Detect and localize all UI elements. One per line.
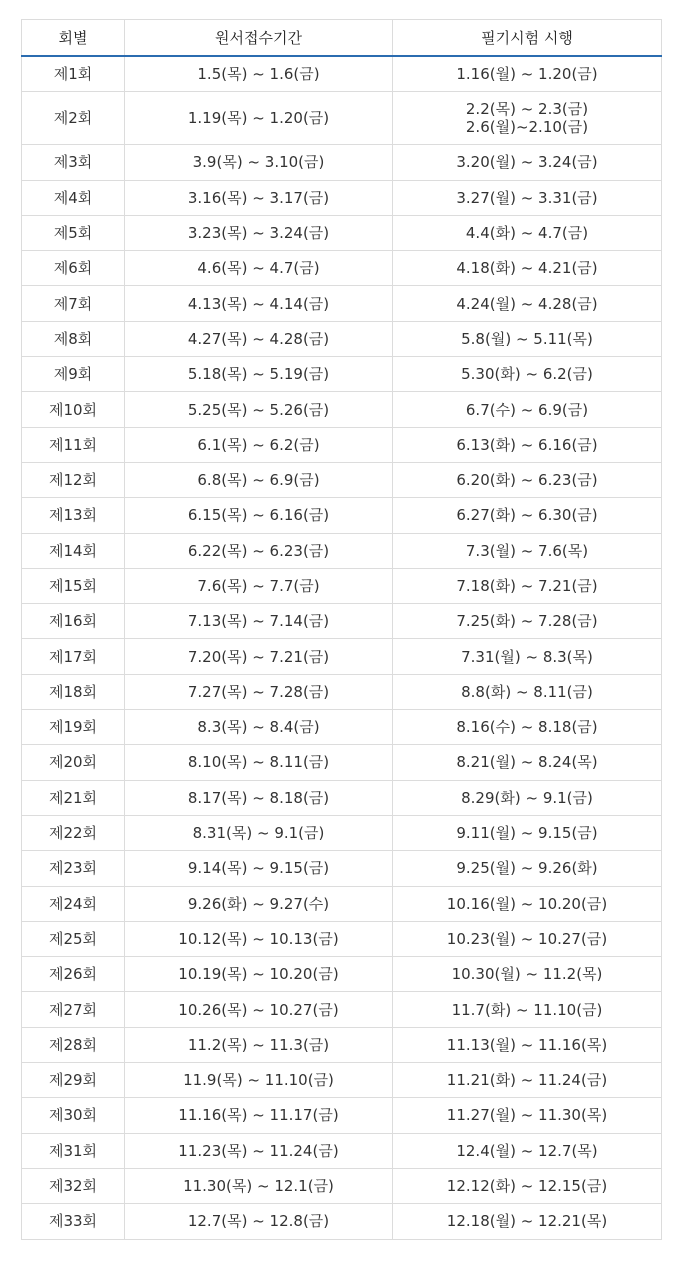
exam-date-line: 10.16(월) ~ 10.20(금) — [446, 894, 608, 913]
table-row — [22, 1027, 662, 1062]
round-cell: 제26회 — [22, 957, 125, 992]
exam-date-cell — [393, 180, 662, 215]
round-cell: 제1회 — [22, 56, 125, 92]
exam-date-cell — [393, 1063, 662, 1098]
table-row — [22, 710, 662, 745]
exam-date-line: 8.29(화) ~ 9.1(금) — [461, 788, 593, 807]
application-period-cell: 5.18(목) ~ 5.19(금) — [125, 357, 393, 392]
table-row — [22, 427, 662, 462]
round-cell: 제17회 — [22, 639, 125, 674]
exam-date-cell — [393, 710, 662, 745]
application-period-cell: 7.13(목) ~ 7.14(금) — [125, 604, 393, 639]
table-row — [22, 92, 662, 145]
round-cell: 제10회 — [22, 392, 125, 427]
round-cell: 제25회 — [22, 921, 125, 956]
exam-date-line: 11.27(월) ~ 11.30(목) — [446, 1106, 608, 1125]
exam-date-cell — [393, 1204, 662, 1239]
exam-date-line: 6.27(화) ~ 6.30(금) — [456, 506, 598, 525]
round-cell: 제12회 — [22, 462, 125, 497]
exam-date-line: 11.7(화) ~ 11.10(금) — [451, 1000, 603, 1019]
round-cell: 제22회 — [22, 815, 125, 850]
table-row — [22, 462, 662, 497]
exam-date-line: 6.20(화) ~ 6.23(금) — [456, 471, 598, 490]
application-period-cell: 12.7(목) ~ 12.8(금) — [125, 1204, 393, 1239]
exam-date-line: 10.30(월) ~ 11.2(목) — [451, 965, 603, 984]
round-cell: 제14회 — [22, 533, 125, 568]
exam-date-cell — [393, 851, 662, 886]
application-period-cell: 6.8(목) ~ 6.9(금) — [125, 462, 393, 497]
exam-date-line: 2.2(목) ~ 2.3(금) — [465, 100, 589, 119]
application-period-cell: 7.27(목) ~ 7.28(금) — [125, 674, 393, 709]
round-cell: 제18회 — [22, 674, 125, 709]
exam-date-line: 11.21(화) ~ 11.24(금) — [446, 1071, 608, 1090]
application-period-cell: 10.26(목) ~ 10.27(금) — [125, 992, 393, 1027]
application-period-cell: 11.16(목) ~ 11.17(금) — [125, 1098, 393, 1133]
round-cell: 제19회 — [22, 710, 125, 745]
round-cell: 제16회 — [22, 604, 125, 639]
exam-date-cell — [393, 286, 662, 321]
exam-date-cell — [393, 1168, 662, 1203]
round-cell: 제28회 — [22, 1027, 125, 1062]
table-body — [22, 56, 662, 1239]
application-period-cell: 3.9(목) ~ 3.10(금) — [125, 145, 393, 180]
table-row — [22, 145, 662, 180]
table-row — [22, 921, 662, 956]
round-cell: 제31회 — [22, 1133, 125, 1168]
exam-date-line: 6.7(수) ~ 6.9(금) — [465, 400, 589, 419]
round-cell: 제11회 — [22, 427, 125, 462]
exam-date-cell — [393, 427, 662, 462]
application-period-cell: 1.19(목) ~ 1.20(금) — [125, 92, 393, 145]
table-row — [22, 568, 662, 603]
application-period-cell: 6.22(목) ~ 6.23(금) — [125, 533, 393, 568]
exam-date-cell — [393, 780, 662, 815]
table-row — [22, 1133, 662, 1168]
round-cell: 제5회 — [22, 215, 125, 250]
application-period-cell: 9.14(목) ~ 9.15(금) — [125, 851, 393, 886]
round-cell: 제32회 — [22, 1168, 125, 1203]
exam-date-line: 4.18(화) ~ 4.21(금) — [456, 259, 598, 278]
exam-date-cell — [393, 886, 662, 921]
header-row — [22, 20, 662, 57]
application-period-cell: 8.10(목) ~ 8.11(금) — [125, 745, 393, 780]
round-cell: 제27회 — [22, 992, 125, 1027]
exam-date-line: 5.8(월) ~ 5.11(목) — [461, 329, 593, 348]
application-period-cell: 9.26(화) ~ 9.27(수) — [125, 886, 393, 921]
exam-date-line: 1.16(월) ~ 1.20(금) — [456, 65, 598, 84]
exam-date-line: 8.8(화) ~ 8.11(금) — [461, 682, 593, 701]
round-cell: 제33회 — [22, 1204, 125, 1239]
table-row — [22, 321, 662, 356]
exam-date-cell — [393, 674, 662, 709]
table-row — [22, 780, 662, 815]
exam-date-cell — [393, 1133, 662, 1168]
application-period-cell: 5.25(목) ~ 5.26(금) — [125, 392, 393, 427]
exam-date-cell — [393, 321, 662, 356]
table-row — [22, 392, 662, 427]
table-row — [22, 533, 662, 568]
table-row — [22, 1098, 662, 1133]
round-cell: 제7회 — [22, 286, 125, 321]
exam-date-cell — [393, 56, 662, 92]
table-row — [22, 498, 662, 533]
table-row — [22, 992, 662, 1027]
exam-date-line: 12.4(월) ~ 12.7(목) — [456, 1141, 598, 1160]
exam-date-line: 7.3(월) ~ 7.6(목) — [465, 541, 589, 560]
exam-date-cell — [393, 957, 662, 992]
exam-date-cell — [393, 568, 662, 603]
round-cell: 제9회 — [22, 357, 125, 392]
application-period-cell: 11.30(목) ~ 12.1(금) — [125, 1168, 393, 1203]
schedule-table-container — [21, 19, 661, 1240]
application-period-cell: 11.9(목) ~ 11.10(금) — [125, 1063, 393, 1098]
table-row — [22, 1204, 662, 1239]
round-cell: 제13회 — [22, 498, 125, 533]
exam-date-cell — [393, 498, 662, 533]
application-period-cell: 7.6(목) ~ 7.7(금) — [125, 568, 393, 603]
exam-date-cell — [393, 215, 662, 250]
application-period-cell: 6.1(목) ~ 6.2(금) — [125, 427, 393, 462]
table-row — [22, 357, 662, 392]
exam-date-cell — [393, 392, 662, 427]
table-header — [22, 20, 662, 57]
round-cell: 제23회 — [22, 851, 125, 886]
exam-date-line: 9.11(월) ~ 9.15(금) — [456, 824, 598, 843]
round-cell: 제2회 — [22, 92, 125, 145]
round-cell: 제29회 — [22, 1063, 125, 1098]
table-row — [22, 674, 662, 709]
exam-date-cell — [393, 604, 662, 639]
application-period-cell: 10.12(목) ~ 10.13(금) — [125, 921, 393, 956]
application-period-cell: 8.31(목) ~ 9.1(금) — [125, 815, 393, 850]
table-row — [22, 815, 662, 850]
exam-date-line: 7.18(화) ~ 7.21(금) — [456, 577, 598, 595]
application-period-cell: 4.6(목) ~ 4.7(금) — [125, 251, 393, 286]
exam-date-line: 3.27(월) ~ 3.31(금) — [456, 188, 598, 207]
exam-date-line: 5.30(화) ~ 6.2(금) — [461, 365, 593, 384]
exam-date-cell — [393, 992, 662, 1027]
round-cell: 제15회 — [22, 568, 125, 603]
exam-date-line: 12.12(화) ~ 12.15(금) — [446, 1177, 608, 1196]
application-period-cell: 11.23(목) ~ 11.24(금) — [125, 1133, 393, 1168]
exam-date-line: 11.13(월) ~ 11.16(목) — [446, 1035, 608, 1054]
application-period-cell: 7.20(목) ~ 7.21(금) — [125, 639, 393, 674]
exam-date-cell — [393, 533, 662, 568]
exam-date-cell — [393, 462, 662, 497]
application-period-cell: 8.17(목) ~ 8.18(금) — [125, 780, 393, 815]
exam-date-line: 4.24(월) ~ 4.28(금) — [456, 294, 598, 313]
round-cell: 제21회 — [22, 780, 125, 815]
exam-date-line: 7.31(월) ~ 8.3(목) — [461, 647, 593, 666]
application-period-cell: 11.2(목) ~ 11.3(금) — [125, 1027, 393, 1062]
table-row — [22, 604, 662, 639]
exam-date-cell — [393, 745, 662, 780]
application-period-column-header: 원서접수기간 — [125, 20, 393, 57]
exam-date-line: 10.23(월) ~ 10.27(금) — [446, 929, 608, 948]
exam-date-cell — [393, 357, 662, 392]
exam-date-cell — [393, 1027, 662, 1062]
exam-schedule-table — [21, 19, 662, 1240]
application-period-cell: 3.16(목) ~ 3.17(금) — [125, 180, 393, 215]
table-row — [22, 1168, 662, 1203]
round-cell: 제24회 — [22, 886, 125, 921]
exam-date-line: 9.25(월) ~ 9.26(화) — [456, 859, 598, 878]
exam-date-cell — [393, 92, 662, 145]
table-row — [22, 886, 662, 921]
exam-date-cell — [393, 639, 662, 674]
table-row — [22, 56, 662, 92]
table-row — [22, 851, 662, 886]
round-column-header: 회별 — [22, 20, 125, 57]
application-period-cell: 10.19(목) ~ 10.20(금) — [125, 957, 393, 992]
exam-date-line: 6.13(화) ~ 6.16(금) — [456, 435, 598, 454]
exam-date-cell — [393, 145, 662, 180]
application-period-cell: 8.3(목) ~ 8.4(금) — [125, 710, 393, 745]
application-period-cell: 4.13(목) ~ 4.14(금) — [125, 286, 393, 321]
exam-date-cell — [393, 1098, 662, 1133]
table-row — [22, 745, 662, 780]
exam-date-line: 12.18(월) ~ 12.21(목) — [446, 1212, 608, 1231]
round-cell: 제3회 — [22, 145, 125, 180]
round-cell: 제20회 — [22, 745, 125, 780]
table-row — [22, 180, 662, 215]
application-period-cell: 6.15(목) ~ 6.16(금) — [125, 498, 393, 533]
exam-date-line: 3.20(월) ~ 3.24(금) — [456, 153, 598, 172]
table-row — [22, 957, 662, 992]
round-cell: 제8회 — [22, 321, 125, 356]
exam-date-cell — [393, 815, 662, 850]
exam-date-line: 7.25(화) ~ 7.28(금) — [456, 612, 598, 631]
exam-date-line: 4.4(화) ~ 4.7(금) — [465, 224, 589, 243]
table-row — [22, 639, 662, 674]
exam-date-line: 8.21(월) ~ 8.24(목) — [456, 753, 598, 772]
table-row — [22, 286, 662, 321]
application-period-cell: 4.27(목) ~ 4.28(금) — [125, 321, 393, 356]
application-period-cell: 1.5(목) ~ 1.6(금) — [125, 56, 393, 92]
table-row — [22, 215, 662, 250]
round-cell: 제6회 — [22, 251, 125, 286]
round-cell: 제30회 — [22, 1098, 125, 1133]
table-row — [22, 251, 662, 286]
exam-date-cell — [393, 251, 662, 286]
exam-date-line: 2.6(월)~2.10(금) — [465, 118, 589, 137]
exam-date-cell — [393, 921, 662, 956]
application-period-cell: 3.23(목) ~ 3.24(금) — [125, 215, 393, 250]
table-row — [22, 1063, 662, 1098]
exam-date-column-header: 필기시험 시행 — [393, 20, 662, 57]
exam-date-line: 8.16(수) ~ 8.18(금) — [456, 718, 598, 737]
round-cell: 제4회 — [22, 180, 125, 215]
